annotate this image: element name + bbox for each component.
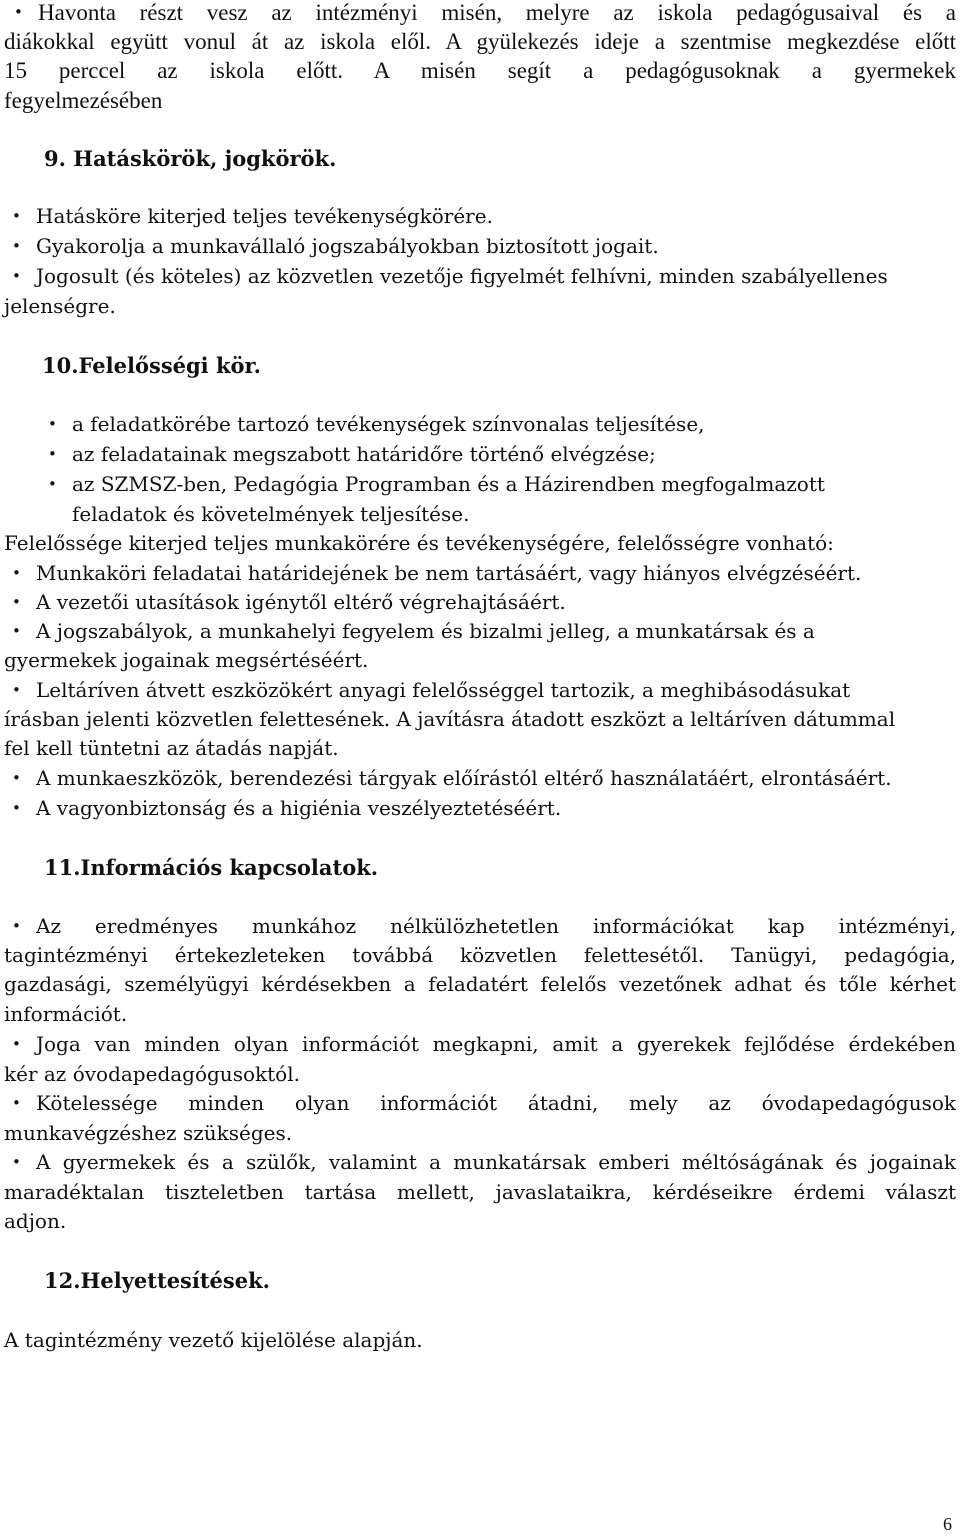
s10-list-3-cont: gyermekek jogainak megsértéséért. [4,648,369,672]
s10-item-1: • a feladatkörébe tartozó tevékenységek színvonalas teljesítése, [72,410,705,439]
s10-item-3-cont: feladatok és követelmények teljesítése. [72,502,470,526]
section-12-title: Helyettesítések. [80,1268,270,1293]
s10-list-4-cont-1: írásban jelenti közvetlen felettesének. A javításra átadott eszközt a leltáríven dátummal [4,707,896,731]
s11-p1-line-4: információt. [4,1002,128,1026]
s10-lead: Felelőssége kiterjed teljes munkakörére és tevékenységére, felelősségre vonható: [4,531,834,555]
intro-line-1: Havonta részt vesz az intézményi misén, melyre az iskola pedagógusaival és a [38,0,956,25]
s10-item-2: • az feladatainak megszabott határidőre történő elvégzése; [72,440,656,469]
s10-list-5: • A munkaeszközök, berendezési tárgyak előírástól eltérő használatáért, elrontásáért. [36,764,892,793]
intro-line-3: 15 perccel az iskola előtt. A misén segít a pedagógusoknak a gyermekek [4,58,956,83]
section-11-title: Információs kapcsolatok. [80,855,379,880]
s10-list-2: • A vezetői utasítások igénytől eltérő végrehajtásáért. [36,588,566,617]
s11-p1-line-2: tagintézményi értekezleteken továbbá közvetlen felettesétől. Tanügyi, pedagógia, [4,943,956,967]
section-11-heading [44,853,378,882]
s11-p1-line-1: Az eredményes munkához nélkülözhetetlen információkat kap intézményi, [36,914,956,938]
s10-list-3: • A jogszabályok, a munkahelyi fegyelem és bizalmi jelleg, a munkatársak és a [36,617,815,646]
s10-item-3: • az SZMSZ-ben, Pedagógia Programban és a Házirendben megfogalmazott [72,470,825,499]
intro-line-4: fegyelmezésében [4,88,163,113]
section-11-number: 11. [44,855,81,880]
page-number: 6 [943,1514,952,1534]
s11-p2-line-2: kér az óvodapedagógusoktól. [4,1062,300,1086]
s11-p3-line-1: Kötelessége minden olyan információt átadni, mely az óvodapedagógusok [36,1091,956,1115]
s10-list-4-cont-2: fel kell tüntetni az átadás napját. [4,736,339,760]
section-12-number: 12. [44,1268,81,1293]
s9-item-3-cont: jelenségre. [4,294,116,318]
s11-p2-line-1: Joga van minden olyan információt megkapni, amit a gyerekek fejlődése érdekében [36,1032,956,1056]
section-10-title: Felelősségi kör. [78,353,261,378]
s12-text: A tagintézmény vezető kijelölése alapján. [4,1328,423,1352]
s9-item-2: • Gyakorolja a munkavállaló jogszabályokban biztosított jogait. [36,232,659,261]
s10-list-6: • A vagyonbiztonság és a higiénia veszélyeztetéséért. [36,794,561,823]
s9-item-1: • Hatásköre kiterjed teljes tevékenységkörére. [36,202,493,231]
s11-p4-line-3: adjon. [4,1209,67,1233]
section-9-heading: 9. Hatáskörök, jogkörök. [44,146,337,171]
s11-p4-line-2: maradéktalan tiszteletben tartása mellett, javaslataikra, kérdéseikre érdemi választ [4,1180,956,1204]
intro-line-2: diákokkal együtt vonul át az iskola elől. A gyülekezés ideje a szentmise megkezdése előtt [4,29,956,54]
s11-p3-line-2: munkavégzéshez szükséges. [4,1121,293,1145]
s11-p4-line-1: A gyermekek és a szülők, valamint a munkatársak emberi méltóságának és jogainak [36,1150,956,1174]
section-12-heading [44,1266,270,1295]
s10-list-1: • Munkaköri feladatai határidejének be nem tartásáért, vagy hiányos elvégzéséért. [36,559,861,588]
section-10-heading [42,351,261,380]
s11-p1-line-3: gazdasági, személyügyi kérdésekben a feladatért felelős vezetőnek adhat és tőle kérhet [4,972,956,996]
section-10-number: 10. [42,353,79,378]
s9-item-3: • Jogosult (és köteles) az közvetlen vezetője figyelmét felhívni, minden szabályellenes [36,262,888,291]
s10-list-4: • Leltáríven átvett eszközökért anyagi felelősséggel tartozik, a meghibásodásukat [36,676,850,705]
